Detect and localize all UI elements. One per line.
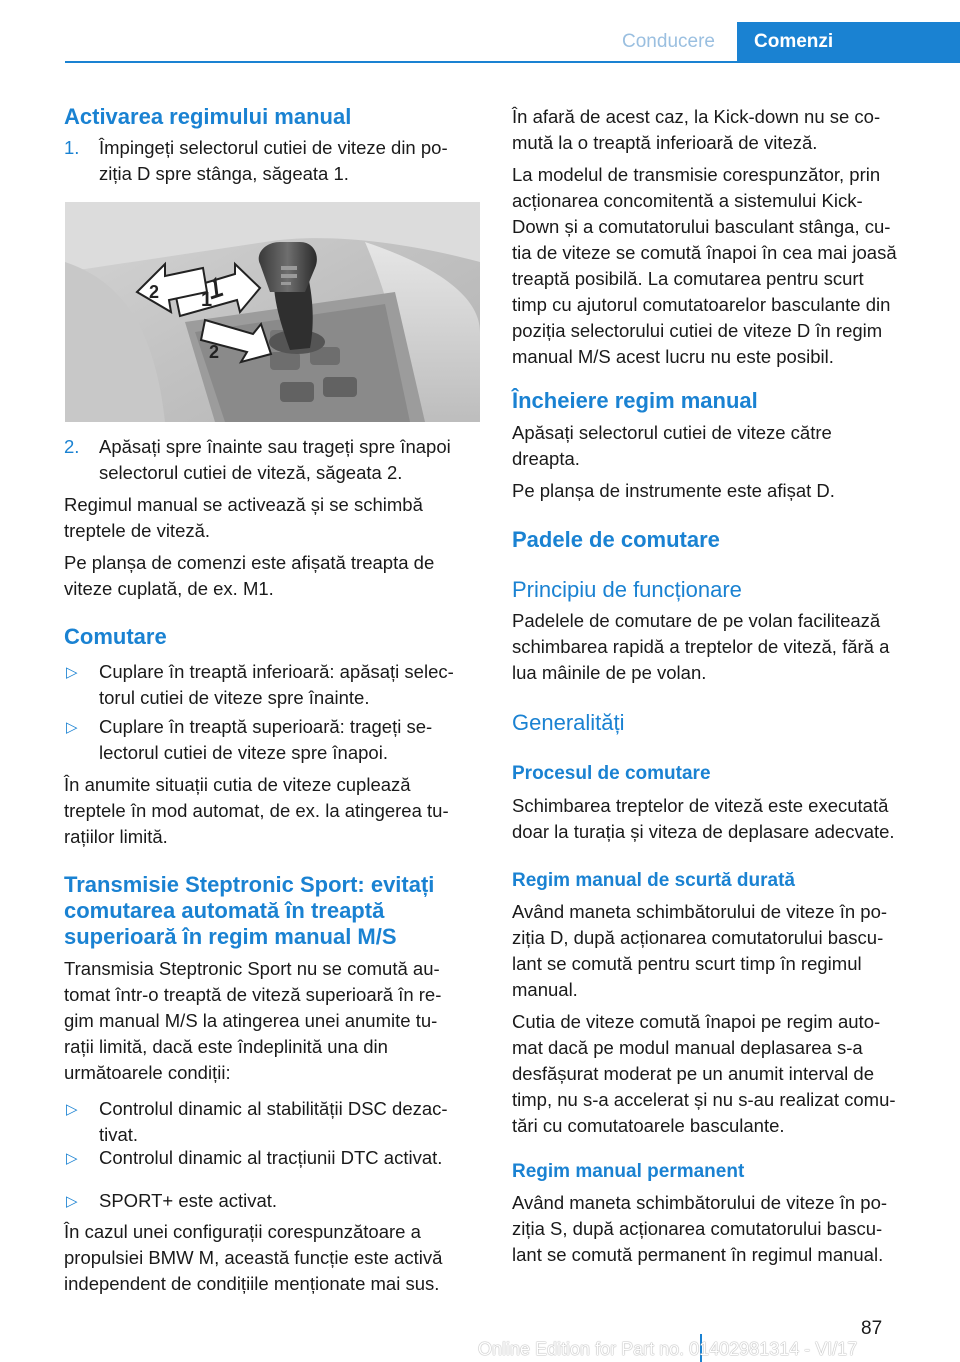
- paragraph-line: viteze cuplată, de ex. M1.: [64, 578, 274, 599]
- paragraph-line: următoarele condiții:: [64, 1062, 231, 1083]
- paragraph-line: Cutia de viteze comută înapoi pe regim auto‐: [512, 1011, 881, 1032]
- heading-principiu: Principiu de funcționare: [512, 577, 742, 602]
- step2-line1: Apăsați spre înainte sau trageți spre înapoi: [99, 436, 451, 457]
- bullet-line: Cuplare în treaptă superioară: trageți se‐: [99, 716, 433, 737]
- paragraph-line: În cazul unei configurații corespunzătoare a: [64, 1221, 421, 1242]
- heading-steptronic: Transmisie Steptronic Sport: evitați: [64, 872, 435, 897]
- paragraph-line: Padelele de comutare de pe volan facilitează: [512, 610, 881, 631]
- bullet-line: tivat.: [99, 1124, 139, 1145]
- paragraph-line: timp, nu s-a accelerat și nu s-au realizat comu‐: [512, 1089, 896, 1110]
- paragraph-line: În anumite situații cutia de viteze cuplează: [64, 774, 411, 795]
- page-number: 87: [861, 1318, 883, 1339]
- paragraph-line: Down și a comutatorului basculant stânga, cu‐: [512, 216, 891, 237]
- heading-incheiere: Încheiere regim manual: [512, 388, 758, 413]
- paragraph-line: dreapta.: [512, 448, 580, 469]
- step1-line1: Împingeți selectorul cutiei de viteze din po‐: [99, 137, 448, 158]
- bullet-line: SPORT+ este activat.: [99, 1190, 278, 1211]
- paragraph-line: treptele în mod automat, de ex. la atingerea tu‐: [64, 800, 449, 821]
- paragraph-line: tomat într-o treaptă de viteză superioară în re‐: [64, 984, 442, 1005]
- bullet-line: torul cutiei de viteze spre înainte.: [99, 687, 370, 708]
- paragraph-line: tia de viteze se comută înapoi în cea mai joasă: [512, 242, 897, 263]
- heading-permanent: Regim manual permanent: [512, 1161, 745, 1182]
- bullet-line: Controlul dinamic al stabilității DSC dezac‐: [99, 1098, 448, 1119]
- paragraph-line: schimbarea rapidă a treptelor de viteză, fără a: [512, 636, 890, 657]
- paragraph-line: Schimbarea treptelor de viteză este executată: [512, 795, 889, 816]
- paragraph-line: Regimul manual se activează și se schimbă: [64, 494, 423, 515]
- paragraph-line: doar la turația și viteza de deplasare adecvate.: [512, 821, 895, 842]
- bullet-line: lectorul cutiei de viteze spre înapoi.: [99, 742, 388, 763]
- heading-comutare: Comutare: [64, 624, 167, 649]
- paragraph-line: timp cu ajutorul comutatoarelor basculante din: [512, 294, 891, 315]
- heading-scurta: Regim manual de scurtă durată: [512, 870, 795, 891]
- paragraph-line: Transmisia Steptronic Sport nu se comută au‐: [64, 958, 440, 979]
- page-header: [0, 22, 960, 62]
- paragraph-line: treaptă posibilă. La comutarea pentru scurt: [512, 268, 864, 289]
- paragraph-line: tări cu comutatoarele basculante.: [512, 1115, 785, 1136]
- gear-selector-illustration: [65, 202, 480, 422]
- edition-watermark: Online Edition for Part no. 01402981314 - VI/17: [478, 1339, 858, 1359]
- heading-activare: Activarea regimului manual: [64, 104, 352, 129]
- step-number: 1.: [64, 137, 80, 158]
- paragraph-line: desfășurat moderat pe un anumit interval de: [512, 1063, 874, 1084]
- paragraph-line: gim manual M/S la atingerea unei anumite tu‐: [64, 1010, 438, 1031]
- tab-comenzi[interactable]: Comenzi: [737, 22, 960, 62]
- heading-steptronic: comutarea automată în treaptă: [64, 898, 385, 923]
- paragraph-line: ziția D, după acționarea comutatorului bascu‐: [512, 927, 884, 948]
- heading-steptronic: superioară în regim manual M/S: [64, 924, 397, 949]
- paragraph-line: lant se comută permanent în regimul manual.: [512, 1244, 884, 1265]
- paragraph-line: manual M/S acest lucru nu este posibil.: [512, 346, 834, 367]
- step1-line2: ziția D spre stânga, săgeata 1.: [99, 163, 349, 184]
- bullet-triangle-icon: ▷: [66, 1150, 78, 1167]
- tab-conducere[interactable]: Conducere: [600, 22, 737, 62]
- arrow-2-label-rear: 2: [149, 282, 160, 302]
- paragraph-line: lua mâinile de pe volan.: [512, 662, 707, 683]
- heading-generalitati: Generalități: [512, 710, 625, 735]
- heading-procesul: Procesul de comutare: [512, 763, 711, 784]
- paragraph-line: În afară de acest caz, la Kick-down nu se co‐: [512, 106, 881, 127]
- step-number: 2.: [64, 436, 80, 457]
- header-rule: [65, 61, 960, 63]
- paragraph-line: Având maneta schimbătorului de viteze în po‐: [512, 1192, 888, 1213]
- bullet-triangle-icon: ▷: [66, 1101, 78, 1118]
- paragraph-line: rațiilor limită.: [64, 826, 168, 847]
- bullet-triangle-icon: ▷: [66, 1193, 78, 1210]
- paragraph-line: Având maneta schimbătorului de viteze în po‐: [512, 901, 888, 922]
- step2-line2: selectorul cutiei de viteză, săgeata 2.: [99, 462, 403, 483]
- paragraph-line: treptele de viteză.: [64, 520, 211, 541]
- paragraph-line: lant se comută pentru scurt timp în regimul: [512, 953, 862, 974]
- paragraph-line: Pe planșa de comenzi este afișată treapta de: [64, 552, 435, 573]
- paragraph-line: La modelul de transmisie corespunzător, prin: [512, 164, 881, 185]
- paragraph-line: Apăsați selectorul cutiei de viteze către: [512, 422, 832, 443]
- heading-padele: Padele de comutare: [512, 527, 720, 552]
- paragraph-line: poziția selectorului cutiei de viteze D în regim: [512, 320, 883, 341]
- paragraph-line: Pe planșa de instrumente este afișat D.: [512, 480, 835, 501]
- paragraph-line: acționarea concomitentă a sistemului Kick-: [512, 190, 863, 211]
- paragraph-line: manual.: [512, 979, 578, 1000]
- bullet-triangle-icon: ▷: [66, 664, 78, 681]
- paragraph-line: mat dacă pe modul manual deplasarea s-a: [512, 1037, 863, 1058]
- paragraph-line: mută la o treaptă inferioară de viteză.: [512, 132, 818, 153]
- gear-selector-photo: [65, 202, 480, 422]
- paragraph-line: propulsiei BMW M, această funcție este activă: [64, 1247, 443, 1268]
- bullet-line: Controlul dinamic al tracțiunii DTC activat.: [99, 1147, 443, 1168]
- arrow-1-label: 1: [201, 289, 213, 311]
- bullet-line: Cuplare în treaptă inferioară: apăsați selec‐: [99, 661, 454, 682]
- paragraph-line: ziția S, după acționarea comutatorului bascu‐: [512, 1218, 883, 1239]
- arrow-2-label-front: 2: [209, 342, 220, 362]
- bullet-triangle-icon: ▷: [66, 719, 78, 736]
- paragraph-line: rații limită, dacă este îndeplinită una din: [64, 1036, 388, 1057]
- paragraph-line: independent de condițiile menționate mai sus.: [64, 1273, 440, 1294]
